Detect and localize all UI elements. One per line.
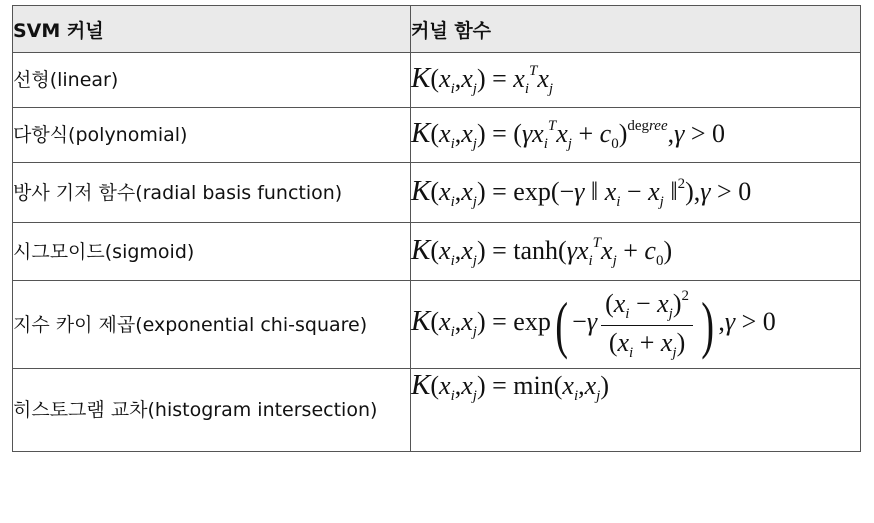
kernel-formula-linear: $K(x_i,x_j) = x_i^Tx_j$ [411,53,861,108]
table-header-row [13,6,861,53]
kernel-name: 시그모이드(sigmoid) [13,223,411,281]
table-row [13,108,861,163]
kernel-name: 다항식(polynomial) [13,108,411,163]
kernel-name: 지수 카이 제곱(exponential chi-square) [13,281,411,369]
kernel-name: 방사 기저 함수(radial basis function) [13,163,411,223]
table-row [13,163,861,223]
kernel-table [12,5,861,452]
table-row [13,223,861,281]
kernel-formula-chi-square: $K(x_i,x_j) = \exp( -\gamma$ $\frac{(x_i - x_j)^2}{(x_i + x_j)}$ ) ,γ > 0 [411,281,861,369]
table-row [13,369,861,452]
kernel-formula-rbf: $K(x_i,x_j) = \exp(-\gamma$ ‖ $x_i - x_j$ ‖$^2$),γ > 0 [411,163,861,223]
header-svm-kernel: SVM 커널 [13,6,411,53]
kernel-formula-polynomial: $K(x_i,x_j) = (\gamma x_i^Tx_j + c_0)^{degree},\gamma > 0$ [411,108,861,163]
kernel-formula-sigmoid: $K(x_i,x_j) = \tanh(\gamma x_i^Tx_j + c_0)$ [411,223,861,281]
kernel-formula-histogram-intersection: $K(x_i,x_j) = \min(x_i,x_j)$ [411,369,861,452]
kernel-name: 히스토그램 교차(histogram intersection) [13,369,411,452]
table-row [13,281,861,369]
table-row [13,53,861,108]
kernel-name: 선형(linear) [13,53,411,108]
header-kernel-function: 커널 함수 [411,6,861,53]
